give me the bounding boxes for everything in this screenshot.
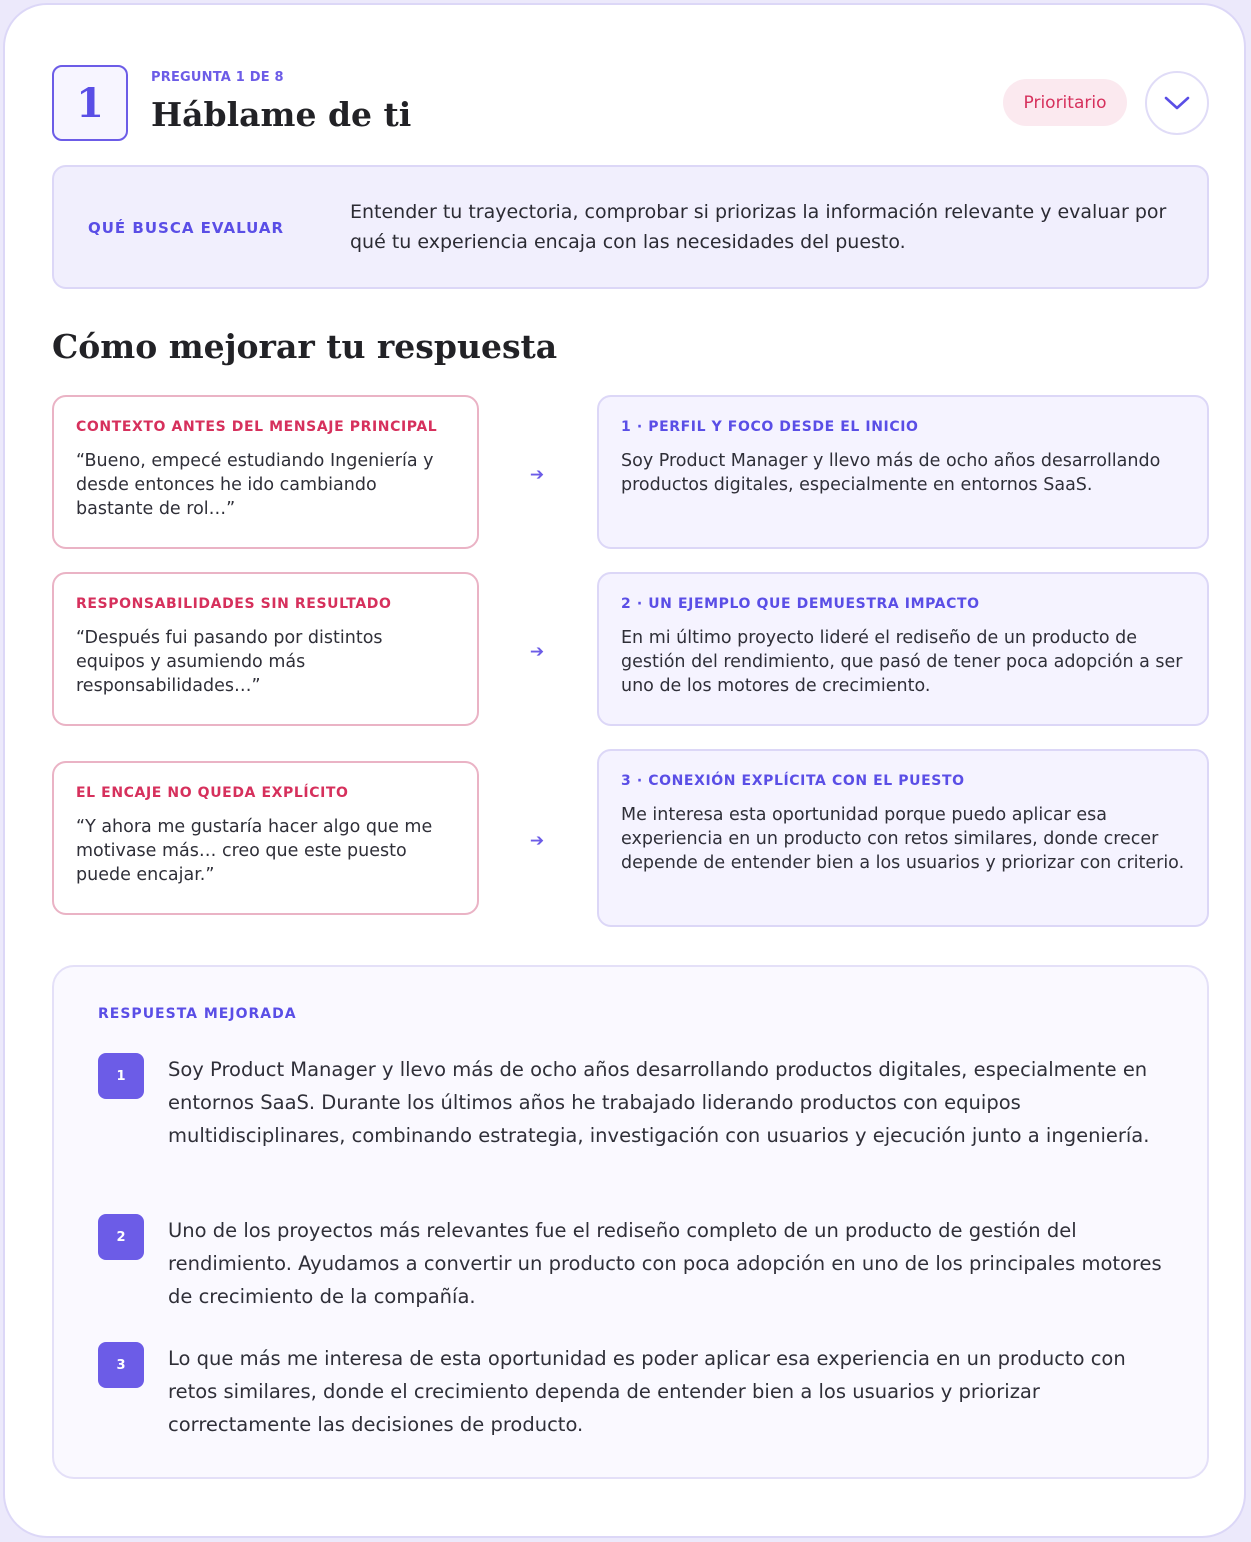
arrow-right-icon: ➔ — [529, 831, 545, 851]
strong-answer-label: 1 · PERFIL Y FOCO DESDE EL INICIO — [621, 419, 919, 435]
weak-answer-label: EL ENCAJE NO QUEDA EXPLÍCITO — [76, 785, 349, 801]
weak-answer-label: RESPONSABILIDADES SIN RESULTADO — [76, 596, 392, 612]
arrow-right-icon: ➔ — [529, 465, 545, 485]
priority-badge: Prioritario — [1003, 79, 1127, 126]
step-number-badge: 3 — [98, 1342, 144, 1388]
question-title: Háblame de ti — [151, 95, 412, 134]
improved-answer-paragraph: Lo que más me interesa de esta oportunidad es poder aplicar esa experiencia en un producto con retos similares, donde el crecimiento dependa de entender bien a los usuarios y priorizar correctamente las decisiones de producto. — [168, 1347, 1126, 1436]
expand-button[interactable] — [1145, 71, 1209, 135]
strong-answer-text: Soy Product Manager y llevo más de ocho años desarrollando productos digitales, especialmente en entornos SaaS. — [621, 451, 1161, 495]
strong-answer-card — [597, 395, 1209, 549]
improved-answer-panel — [52, 965, 1209, 1479]
weak-answer-text: “Bueno, empecé estudiando Ingeniería y desde entonces he ido cambiando bastante de rol…” — [76, 451, 434, 519]
strong-answer-label: 3 · CONEXIÓN EXPLÍCITA CON EL PUESTO — [621, 773, 965, 789]
weak-answer-text: “Y ahora me gustaría hacer algo que me motivase más… creo que este puesto puede encajar.” — [76, 817, 433, 885]
evaluation-panel — [52, 165, 1209, 289]
question-card — [3, 3, 1246, 1538]
step-number-badge: 2 — [98, 1214, 144, 1260]
improved-answer-paragraph: Uno de los proyectos más relevantes fue el rediseño completo de un producto de gestión del rendimiento. Ayudamos a convertir un producto con poca adopción en uno de los principales motores de crecimiento de la compañía. — [168, 1219, 1162, 1308]
step-number-badge: 1 — [98, 1053, 144, 1099]
strong-answer-card — [597, 572, 1209, 726]
improved-answer-label: RESPUESTA MEJORADA — [98, 1006, 297, 1022]
evaluation-label: QUÉ BUSCA EVALUAR — [88, 219, 285, 237]
chevron-down-icon — [1164, 95, 1190, 111]
question-number: 1 — [52, 65, 128, 141]
strong-answer-text: En mi último proyecto lideré el rediseño de un producto de gestión del rendimiento, que pasó de tener poca adopción a ser uno de los motores de crecimiento. — [621, 628, 1183, 696]
question-counter: PREGUNTA 1 DE 8 — [151, 70, 284, 85]
strong-answer-card — [597, 749, 1209, 927]
section-title: Cómo mejorar tu respuesta — [52, 327, 558, 366]
weak-answer-label: CONTEXTO ANTES DEL MENSAJE PRINCIPAL — [76, 419, 438, 435]
weak-answer-card — [52, 395, 479, 549]
arrow-right-icon: ➔ — [529, 642, 545, 662]
strong-answer-text: Me interesa esta oportunidad porque puedo aplicar esa experiencia en un producto con retos similares, donde crecer depende de entender bien a los usuarios y priorizar con criterio. — [621, 805, 1185, 873]
weak-answer-card — [52, 761, 479, 915]
improved-answer-paragraph: Soy Product Manager y llevo más de ocho años desarrollando productos digitales, especialmente en entornos SaaS. Durante los últimos años he trabajado liderando productos con equipos multidisciplinares, combinando estrategia, investigación con usuarios y ejecución junto a ingeniería. — [168, 1058, 1150, 1147]
strong-answer-label: 2 · UN EJEMPLO QUE DEMUESTRA IMPACTO — [621, 596, 980, 612]
evaluation-text: Entender tu trayectoria, comprobar si priorizas la información relevante y evaluar por qué tu experiencia encaja con las necesidades del puesto. — [350, 201, 1167, 253]
weak-answer-text: “Después fui pasando por distintos equipos y asumiendo más responsabilidades…” — [76, 628, 383, 696]
weak-answer-card — [52, 572, 479, 726]
